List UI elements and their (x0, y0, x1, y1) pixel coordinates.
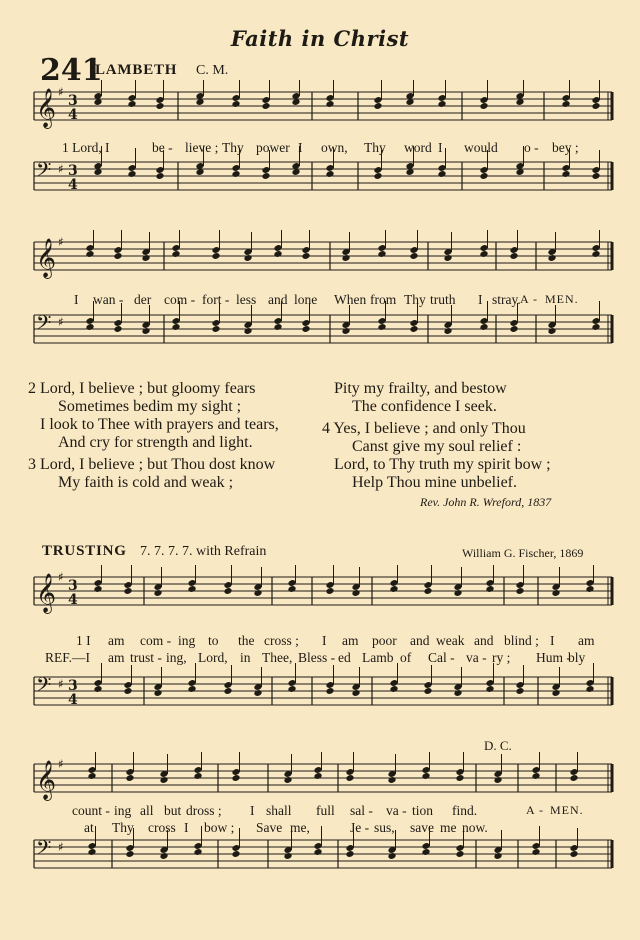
note-head (373, 172, 382, 180)
lyric-syllable: in (240, 650, 251, 665)
note-head (509, 252, 518, 260)
key-signature-sharp: ♯ (58, 757, 64, 771)
note-head (551, 589, 560, 597)
treble-clef: 𝄞 (36, 88, 57, 128)
lyric-syllable: trust - (130, 650, 162, 665)
note-head (153, 689, 162, 697)
stanza-line (28, 380, 256, 398)
staff (34, 80, 612, 129)
note-head (261, 172, 270, 180)
lyric-syllable: When (334, 292, 367, 307)
stanza-text: Lord, I believe ; but gloomy fears (40, 380, 256, 397)
note-head (253, 689, 262, 697)
note-head (493, 852, 502, 860)
lyric-syllable: 1 Lord, (62, 140, 102, 155)
note-head (389, 585, 398, 593)
note-head (231, 774, 240, 782)
note-head (283, 776, 292, 784)
note-head (231, 850, 240, 858)
lyric-syllable: of (400, 650, 412, 665)
lyric-syllable: Save (256, 820, 283, 835)
lyric-syllable: and (268, 292, 288, 307)
lyric-syllable: MEN. (545, 292, 579, 306)
lyric-syllable: Bless - (298, 650, 336, 665)
stanza-line (58, 474, 233, 492)
lyric-syllable: full (316, 803, 335, 818)
stanza-line (334, 456, 551, 474)
stanza-text: Pity my frailty, and bestow (334, 380, 507, 397)
composer-credit: William G. Fischer, 1869 (462, 546, 584, 560)
note-head (283, 852, 292, 860)
lyric-syllable: less (236, 292, 257, 307)
tune-meter: C. M. (196, 63, 229, 78)
stanza-number: 3 (28, 456, 40, 473)
note-head (155, 172, 164, 180)
lyric-syllable: 1 I (76, 633, 91, 648)
lyric-syllable: find. (452, 803, 478, 818)
lyric-syllable: now. (462, 820, 488, 835)
lyric-syllable: va - (386, 803, 407, 818)
lyric-syllable: dross ; (186, 803, 222, 818)
lyric-syllable: A - (526, 803, 544, 817)
stanza-text: The confidence I seek. (352, 398, 497, 415)
lyric-syllable: cross (148, 820, 176, 835)
note-head (313, 848, 322, 856)
lyric-syllable: from (370, 292, 397, 307)
lyric-syllable: ry ; (492, 650, 511, 665)
time-signature-top: 3 (68, 163, 78, 179)
time-signature-top: 3 (68, 578, 78, 594)
key-signature-sharp: ♯ (58, 840, 64, 854)
stanza-number: 2 (28, 380, 40, 397)
lyric-syllable: I (105, 140, 110, 155)
lyric-syllable: I (322, 633, 327, 648)
note-head (485, 685, 494, 693)
lyric-syllable: stray. (492, 292, 521, 307)
hymn-number: 241 (40, 53, 103, 88)
lyric-syllable: save (410, 820, 434, 835)
stanza-text: My faith is cold and weak ; (58, 474, 234, 491)
note-head (223, 587, 232, 595)
bass-clef: 𝄢 (36, 673, 52, 701)
stanza-line (40, 416, 279, 434)
lyric-verse-line-2 (70, 803, 610, 821)
lyric-syllable: am (108, 633, 125, 648)
stanza-text: And cry for strength and light. (58, 434, 253, 451)
note-head (171, 250, 180, 258)
note-head (153, 589, 162, 597)
note-head (423, 687, 432, 695)
lyric-syllable: I (298, 140, 303, 155)
note-head (253, 589, 262, 597)
note-head (223, 687, 232, 695)
note-head (479, 323, 488, 331)
note-head (325, 170, 334, 178)
bass-clef: 𝄢 (36, 311, 52, 339)
note-head (325, 587, 334, 595)
lyric-syllable: I (550, 633, 555, 648)
treble-clef: 𝄞 (36, 760, 57, 800)
lyric-syllable: I (250, 803, 255, 818)
lyric-syllable: and (410, 633, 430, 648)
lyric-line-2 (70, 292, 610, 310)
lyric-syllable: wan - (93, 292, 124, 307)
note-head (159, 852, 168, 860)
note-head (569, 850, 578, 858)
stanza-line (352, 474, 517, 492)
lyric-syllable: sus, (374, 820, 395, 835)
staff (34, 663, 612, 708)
note-head (455, 850, 464, 858)
note-head (409, 325, 418, 333)
page-title: Faith in Christ (230, 26, 410, 51)
note-head (341, 254, 350, 262)
note-head (547, 327, 556, 335)
note-head (561, 100, 570, 108)
lyric-syllable: all (140, 803, 154, 818)
note-head (515, 687, 524, 695)
note-head (211, 252, 220, 260)
lyric-syllable: o - (524, 140, 539, 155)
lyric-syllable: I (438, 140, 443, 155)
note-head (87, 848, 96, 856)
note-head (453, 589, 462, 597)
lyric-syllable: power (256, 140, 290, 155)
note-head (141, 254, 150, 262)
lyric-syllable: ing, (166, 650, 187, 665)
treble-clef: 𝄞 (36, 573, 57, 613)
note-head (377, 250, 386, 258)
note-head (531, 772, 540, 780)
note-head (273, 250, 282, 258)
note-head (421, 848, 430, 856)
note-head (287, 585, 296, 593)
lyric-syllable: blind ; (504, 633, 539, 648)
lyric-verse-line-1 (70, 633, 610, 651)
note-head (193, 848, 202, 856)
note-head (387, 776, 396, 784)
note-head (93, 585, 102, 593)
note-head (443, 327, 452, 335)
da-capo: D. C. (484, 738, 512, 753)
note-head (591, 172, 600, 180)
lyric-syllable: Thy (222, 140, 244, 155)
note-head (127, 170, 136, 178)
time-signature-top: 3 (68, 93, 78, 109)
lyric-syllable: count - (72, 803, 110, 818)
time-signature-top: 3 (68, 678, 78, 694)
lyric-syllable: am (342, 633, 359, 648)
lyric-syllable: but (164, 803, 182, 818)
lyric-syllable: weak (436, 633, 465, 648)
lyric-syllable: Thy (364, 140, 386, 155)
lyric-syllable: der (134, 292, 152, 307)
stanza-line (352, 398, 497, 416)
note-head (455, 774, 464, 782)
note-head (93, 685, 102, 693)
lyric-syllable: com - (140, 633, 172, 648)
lyric-syllable: truth (430, 292, 456, 307)
note-head (123, 687, 132, 695)
lyric-syllable: MEN. (550, 803, 584, 817)
lyric-syllable: fort - (202, 292, 230, 307)
note-head (85, 323, 94, 331)
lyric-syllable: Hum - (536, 650, 571, 665)
lyric-syllable: lieve ; (185, 140, 219, 155)
time-signature-bottom: 4 (68, 107, 78, 123)
lyric-syllable: Thy (112, 820, 134, 835)
note-head (479, 172, 488, 180)
stanza-line (28, 456, 275, 474)
lyric-syllable: ing (114, 803, 132, 818)
stanza-number: 4 (322, 420, 334, 437)
time-signature-bottom: 4 (68, 592, 78, 608)
note-head (287, 685, 296, 693)
lyric-syllable: shall (266, 803, 292, 818)
lyric-syllable: cross ; (264, 633, 299, 648)
note-head (561, 170, 570, 178)
stanza-line (352, 438, 521, 456)
note-head (345, 774, 354, 782)
lyric-syllable: bey ; (552, 140, 579, 155)
lyric-syllable: at (84, 820, 94, 835)
note-head (453, 689, 462, 697)
note-head (493, 776, 502, 784)
lyric-syllable: the (238, 633, 255, 648)
tune-name-2: TRUSTING (42, 543, 127, 559)
note-head (313, 772, 322, 780)
key-signature-sharp: ♯ (58, 235, 64, 249)
treble-clef: 𝄞 (36, 238, 57, 278)
lyric-syllable: I (184, 820, 189, 835)
lyric-syllable: Thee, (262, 650, 293, 665)
note-head (187, 585, 196, 593)
note-head (231, 100, 240, 108)
stanza-line (334, 380, 507, 398)
note-head (443, 254, 452, 262)
note-head (261, 102, 270, 110)
lyric-syllable: sal - (350, 803, 373, 818)
note-head (515, 587, 524, 595)
lyric-syllable: Je - (350, 820, 370, 835)
lyric-line-1 (62, 140, 610, 158)
note-head (123, 587, 132, 595)
stanza-text: Lord, I believe ; but Thou dost know (40, 456, 276, 473)
lyric-syllable: bow ; (204, 820, 235, 835)
note-head (569, 774, 578, 782)
key-signature-sharp: ♯ (58, 315, 64, 329)
note-head (193, 772, 202, 780)
staff (34, 752, 612, 801)
lyric-refrain-line-1 (45, 650, 605, 668)
note-head (437, 170, 446, 178)
lyric-syllable: word (404, 140, 432, 155)
staff (34, 230, 612, 279)
note-head (273, 323, 282, 331)
lyric-syllable: ed (338, 650, 351, 665)
lyric-syllable: be - (152, 140, 173, 155)
stanza-text: Canst give my soul relief : (352, 438, 522, 455)
note-head (351, 689, 360, 697)
stanza-text: Lord, to Thy truth my spirit bow ; (334, 456, 551, 473)
bass-clef: 𝄢 (36, 836, 52, 864)
note-head (125, 850, 134, 858)
lyric-syllable: com - (164, 292, 196, 307)
time-signature-bottom: 4 (68, 692, 78, 708)
text-credit: Rev. John R. Wreford, 1837 (420, 495, 552, 509)
tune-meter-2: 7. 7. 7. 7. with Refrain (140, 544, 267, 559)
lyric-syllable: tion (412, 803, 434, 818)
lyric-syllable: me, (290, 820, 310, 835)
lyric-syllable: I (478, 292, 483, 307)
note-head (437, 100, 446, 108)
lyric-syllable: poor (372, 633, 397, 648)
lyric-syllable: Thy (404, 292, 426, 307)
note-head (387, 852, 396, 860)
note-head (351, 589, 360, 597)
note-head (187, 685, 196, 693)
lyric-syllable: ing (178, 633, 196, 648)
note-head (479, 250, 488, 258)
note-head (409, 252, 418, 260)
lyric-syllable: I (74, 292, 79, 307)
stanza-text: Sometimes bedim my sight ; (58, 398, 242, 415)
stanza-text: Help Thou mine unbelief. (352, 474, 517, 491)
lyric-syllable: Lamb (362, 650, 394, 665)
note-head (127, 100, 136, 108)
note-head (113, 252, 122, 260)
note-head (531, 848, 540, 856)
lyric-syllable: REF.—I (45, 650, 91, 665)
lyric-syllable: Lord, (198, 650, 228, 665)
note-head (159, 776, 168, 784)
note-head (243, 254, 252, 262)
note-head (87, 772, 96, 780)
lyric-syllable: to (208, 633, 219, 648)
note-head (377, 323, 386, 331)
key-signature-sharp: ♯ (58, 85, 64, 99)
lyric-syllable: would (464, 140, 498, 155)
note-head (585, 585, 594, 593)
lyric-syllable: Cal - (428, 650, 455, 665)
note-head (231, 170, 240, 178)
note-head (479, 102, 488, 110)
stanza-text: I look to Thee with prayers and tears, (40, 416, 279, 433)
lyric-refrain-line-2 (80, 820, 520, 838)
lyric-syllable: me (440, 820, 457, 835)
stanza-line (58, 434, 253, 452)
note-head (585, 685, 594, 693)
note-head (373, 102, 382, 110)
note-head (325, 100, 334, 108)
note-head (591, 323, 600, 331)
note-head (547, 254, 556, 262)
tune-name: LAMBETH (95, 62, 178, 78)
note-head (301, 325, 310, 333)
stanza-line (322, 420, 526, 438)
note-head (509, 325, 518, 333)
note-head (345, 850, 354, 858)
lyric-syllable: am (578, 633, 595, 648)
note-head (591, 102, 600, 110)
stanza-line (58, 398, 241, 416)
system-4 (0, 752, 640, 932)
lyric-syllable: own, (321, 140, 348, 155)
note-head (155, 102, 164, 110)
note-head (211, 325, 220, 333)
note-head (141, 327, 150, 335)
staff (34, 565, 612, 614)
key-signature-sharp: ♯ (58, 570, 64, 584)
note-head (423, 587, 432, 595)
key-signature-sharp: ♯ (58, 677, 64, 691)
note-head (125, 774, 134, 782)
stanza-text: Yes, I believe ; and only Thou (333, 420, 526, 437)
note-head (421, 772, 430, 780)
note-head (485, 585, 494, 593)
lyric-syllable: lone (294, 292, 318, 307)
key-signature-sharp: ♯ (58, 162, 64, 176)
note-head (341, 327, 350, 335)
lyric-syllable: and (474, 633, 494, 648)
lyric-syllable: A - (520, 292, 538, 306)
bass-clef: 𝄢 (36, 158, 52, 186)
time-signature-bottom: 4 (68, 177, 78, 193)
note-head (389, 685, 398, 693)
note-head (171, 323, 180, 331)
note-head (85, 250, 94, 258)
note-head (243, 327, 252, 335)
note-head (591, 250, 600, 258)
note-head (325, 687, 334, 695)
lyric-syllable: am (108, 650, 125, 665)
lyric-syllable: va - (466, 650, 487, 665)
lyric-syllable: bly (568, 650, 586, 665)
note-head (301, 252, 310, 260)
note-head (551, 689, 560, 697)
note-head (113, 325, 122, 333)
